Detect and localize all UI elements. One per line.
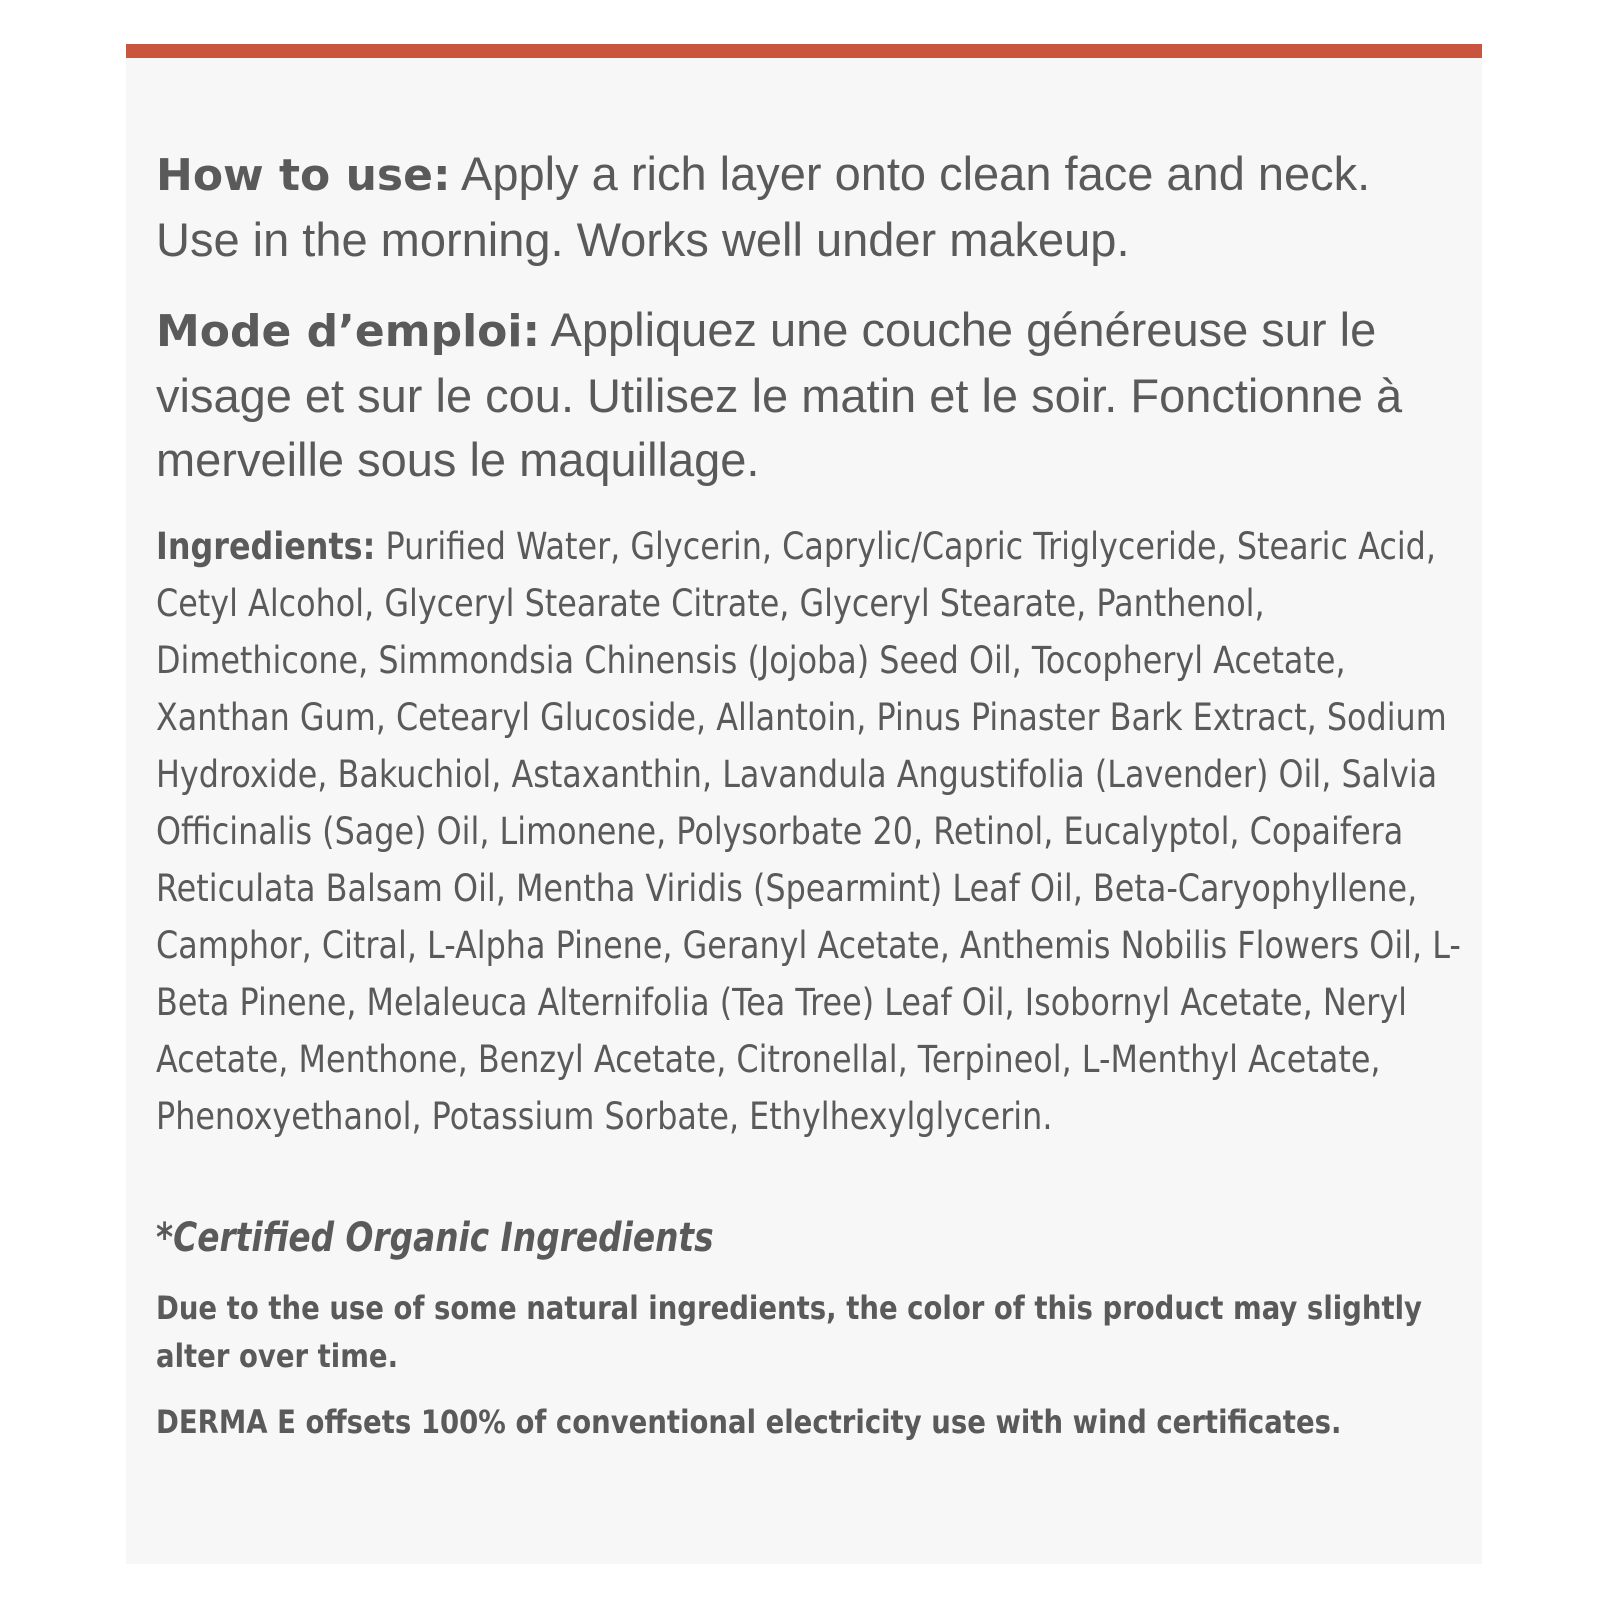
organic-note: *Certified Organic Ingredients: [156, 1215, 714, 1261]
label-content: [156, 142, 1461, 1464]
mode-emploi-text: Appliquez une couche généreuse sur le visage et sur le cou. Utilisez le matin et le soir. Fonctionne à merveille sous le maquillage.: [156, 303, 1403, 486]
label-panel: [126, 44, 1482, 1564]
mode-emploi-paragraph: [156, 298, 1456, 492]
wind-note: DERMA E offsets 100% of conventional electricity use with wind certificates.: [156, 1403, 1342, 1441]
mode-emploi-heading: Mode d’emploi:: [156, 306, 541, 357]
color-note: Due to the use of some natural ingredients, the color of this product may slightly alter over time.: [156, 1289, 1423, 1375]
how-to-use-paragraph: [156, 142, 1456, 272]
ingredients-paragraph: [156, 518, 1463, 1214]
ingredients-text: Purified Water, Glycerin, Caprylic/Capric Triglyceride, Stearic Acid, Cetyl Alcohol, Glyceryl Stearate Citrate, Glyceryl Stearate, Panthenol, Dimethicone, Simmondsia Chinensis (Jojoba) Seed Oil, Tocopheryl Acetate, Xanthan Gum, Cetearyl Glucoside, Allantoin, Pinus Pinaster Bark Extract, Sodium Hydroxide, Bakuchiol, Astaxanthin, Lavandula Angustifolia (Lavender) Oil, Salvia Officinalis (Sage) Oil, Limonene, Polysorbate 20, Retinol, Eucalyptol, Copaifera Reticulata Balsam Oil, Mentha Viridis (Spearmint) Leaf Oil, Beta-Caryophyllene, Camphor, Citral, L-Alpha Pinene, Geranyl Acetate, Anthemis Nobilis Flowers Oil, L-Beta Pinene, Melaleuca Alternifolia (Tea Tree) Leaf Oil, Isobornyl Acetate, Neryl Acetate, Menthone, Benzyl Acetate, Citronellal, Terpineol, L-Menthyl Acetate, Phenoxyethanol, Potassium Sorbate, Ethylhexylglycerin.: [156, 525, 1461, 1138]
how-to-use-text: Apply a rich layer onto clean face and neck. Use in the morning. Works well under makeup.: [156, 147, 1371, 266]
ingredients-heading: Ingredients:: [156, 525, 376, 568]
how-to-use-heading: How to use:: [156, 150, 451, 201]
